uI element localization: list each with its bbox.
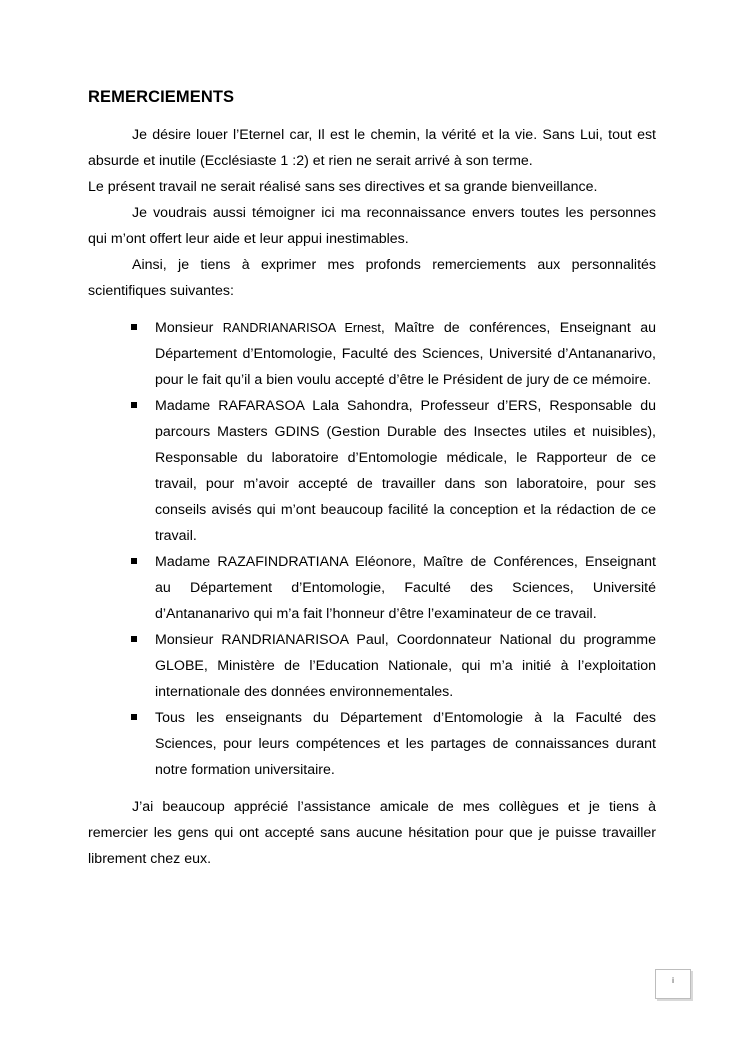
square-bullet-icon <box>131 558 137 564</box>
paragraph-colleagues: J’ai beaucoup apprécié l’assistance amicale de mes collègues et je tiens à remercier les gens qui ont accepté sans aucune hésitation pour que je puisse travailler librement chez eux. <box>88 799 656 867</box>
acknowledgement-list <box>88 315 656 783</box>
list-item <box>88 393 656 549</box>
square-bullet-icon <box>131 324 137 330</box>
page-number: i <box>655 969 691 999</box>
paragraph-thanks-intro: Ainsi, je tiens à exprimer mes profonds remerciements aux personnalités scientifiques suivantes: <box>88 257 656 299</box>
square-bullet-icon <box>131 402 137 408</box>
list-item <box>88 315 656 393</box>
list-item-name: RANDRIANARISOA Ernest <box>222 321 381 335</box>
list-item <box>88 627 656 705</box>
page-title: REMERCIEMENTS <box>88 88 235 106</box>
square-bullet-icon <box>131 636 137 642</box>
list-item-text: Tous les enseignants du Département d’Entomologie à la Faculté des Sciences, pour leurs compétences et les partages de connaissances durant notre formation universitaire. <box>155 710 656 778</box>
body-text <box>88 122 656 872</box>
list-item-rest: , Maître de conférences, Enseignant au Département d’Entomologie, Faculté des Sciences, Université d’Antananarivo, pour le fait qu’il a bien voulu accepté d’être le Président de jury de ce mémoire. <box>155 320 656 388</box>
list-item <box>88 705 656 783</box>
list-item-text: Madame RAZAFINDRATIANA Eléonore, Maître de Conférences, Enseignant au Département d’Entomologie, Faculté des Sciences, Université d’Antananarivo qui m’a fait l’honneur d’être l’examinateur de ce travail. <box>155 554 656 622</box>
list-item-prefix: Monsieur <box>155 320 223 336</box>
list-item <box>88 549 656 627</box>
square-bullet-icon <box>131 714 137 720</box>
paragraph-gratitude: Je voudrais aussi témoigner ici ma reconnaissance envers toutes les personnes qui m’ont offert leur aide et leur appui inestimables. <box>88 205 656 247</box>
list-item-text: Monsieur RANDRIANARISOA Paul, Coordonnateur National du programme GLOBE, Ministère de l’Education Nationale, qui m’a initié à l’exploitation internationale des données environnementales. <box>155 632 656 700</box>
paragraph-guidance: Le présent travail ne serait réalisé sans ses directives et sa grande bienveillance. <box>88 179 598 195</box>
list-item-text: Madame RAFARASOA Lala Sahondra, Professeur d’ERS, Responsable du parcours Masters GDINS (Gestion Durable des Insectes utiles et nuisibles), Responsable du laboratoire d’Entomologie médicale, le Rapporteur de ce travail, pour m’avoir accepté de travailler dans son laboratoire, pour ses conseils avisés qui m’ont beaucoup facilité la conception et la rédaction de ce travail. <box>155 398 656 544</box>
paragraph-intro: Je désire louer l’Eternel car, Il est le chemin, la vérité et la vie. Sans Lui, tout est absurde et inutile (Ecclésiaste 1 :2) et rien ne serait arrivé à son terme. <box>88 127 656 169</box>
